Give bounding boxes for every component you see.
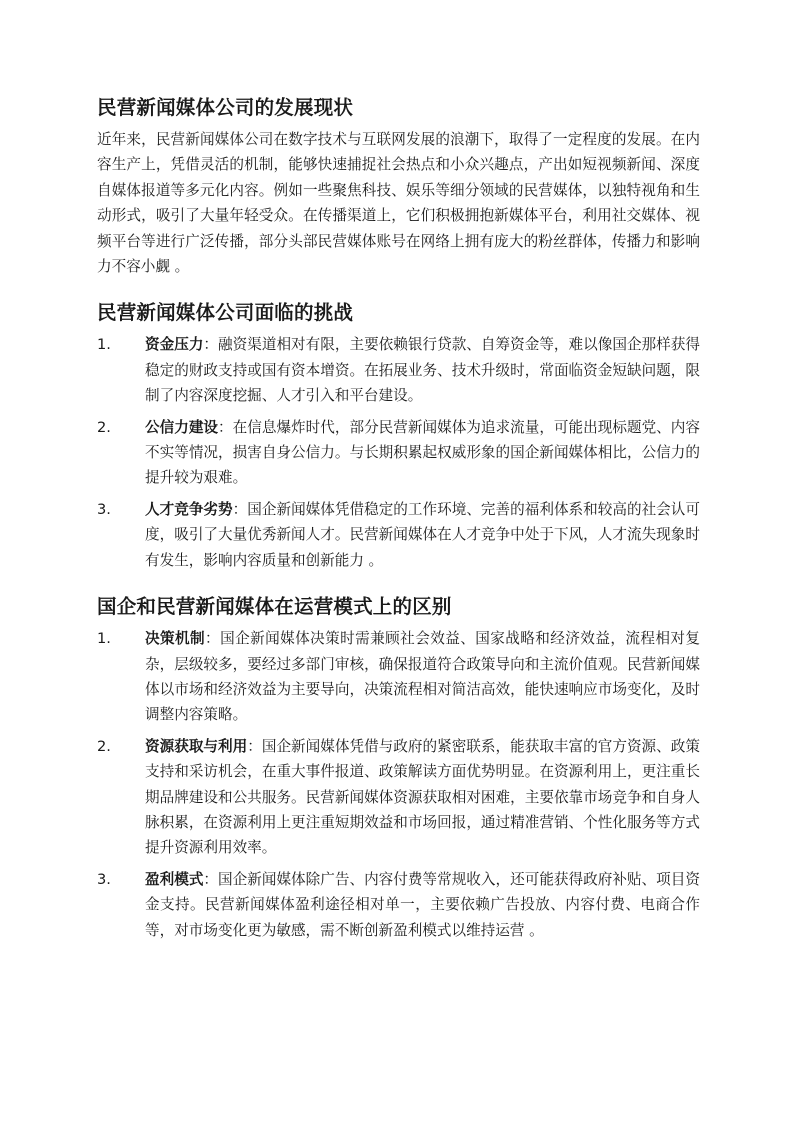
list-item-separator: ： (203, 336, 219, 354)
list-item-separator: ： (205, 630, 221, 648)
list-item-term: 资源获取与利用 (145, 737, 248, 755)
list-item-separator: ： (247, 737, 262, 755)
list-item-separator: ： (232, 500, 248, 518)
list-item-separator: ： (218, 418, 233, 436)
list-item-term: 公信力建设 (145, 418, 219, 436)
list-item-number: 2. (97, 737, 111, 755)
section-title-challenges: 民营新闻媒体公司面临的挑战 (97, 301, 354, 325)
list-item-term: 盈利模式 (145, 870, 204, 888)
section-title-development-status: 民营新闻媒体公司的发展现状 (97, 96, 354, 119)
list-item-separator: ： (203, 870, 219, 888)
development-status-paragraph: 近年来，民营新闻媒体公司在数字技术与互联网发展的浪潮下，取得了一定程度的发展。在内容生产上，凭借灵活的机制，能够快速捕捉社会热点和小众兴趣点，产出如短视频新闻、深度自媒体报道等多元化内容。例如一些聚焦科技、娱乐等细分领域的民营媒体，以独特视角和生动形式，吸引了大量年轻受众。在传播渠道上，它们积极拥抱新媒体平台，利用社交媒体、视频平台等进行广泛传播，部分头部民营媒体账号在网络上拥有庞大的粉丝群体，传播力和影响力不容小觑 。 (97, 131, 700, 276)
list-item-text: 融资渠道相对有限，主要依赖银行贷款、自筹资金等，难以像国企那样获得稳定的财政支持或国有资本增资。在拓展业务、技术升级时，常面临资金短缺问题，限制了内容深度挖掘、人才引入和平台建设。 (145, 336, 700, 405)
list-item-term: 人才竞争劣势 (145, 500, 233, 518)
list-item-number: 3. (97, 500, 111, 518)
list-item-text: 国企新闻媒体除广告、内容付费等常规收入，还可能获得政府补贴、项目资金支持。民营新闻媒体盈利途径相对单一，主要依赖广告投放、内容付费、电商合作等，对市场变化更为敏感，需不断创新盈利模式以维持运营 。 (145, 870, 700, 939)
list-item-text: 国企新闻媒体凭借与政府的紧密联系，能获取丰富的官方资源、政策支持和采访机会，在重大事件报道、政策解读方面优势明显。在资源利用上，更注重长期品牌建设和公共服务。民营新闻媒体资源获取相对困难，主要依靠市场竞争和自身人脉积累，在资源利用上更注重短期效益和市场回报，通过精准营销、个性化服务等方式提升资源利用效率。 (145, 737, 700, 857)
list-item-number: 2. (97, 418, 111, 436)
list-item-term: 资金压力 (145, 336, 204, 354)
list-item-number: 3. (97, 870, 111, 888)
list-item-text: 国企新闻媒体决策时需兼顾社会效益、国家战略和经济效益，流程相对复杂，层级较多，要经过多部门审核，确保报道符合政策导向和主流价值观。民营新闻媒体以市场和经济效益为主要导向，决策流程相对简洁高效，能快速响应市场变化，及时调整内容策略。 (145, 630, 700, 724)
list-item-number: 1. (97, 336, 111, 354)
differences-list (97, 626, 700, 943)
list-item (97, 497, 700, 573)
list-item (97, 734, 700, 861)
list-item (97, 867, 700, 943)
list-item (97, 332, 700, 408)
list-item-text: 在信息爆炸时代，部分民营新闻媒体为追求流量，可能出现标题党、内容不实等情况，损害自身公信力。与长期积累起权威形象的国企新闻媒体相比，公信力的提升较为艰难。 (145, 418, 700, 487)
list-item (97, 415, 700, 491)
list-item-text: 国企新闻媒体凭借稳定的工作环境、完善的福利体系和较高的社会认可度，吸引了大量优秀新闻人才。民营新闻媒体在人才竞争中处于下风，人才流失现象时有发生，影响内容质量和创新能力 。 (145, 500, 700, 569)
challenges-list (97, 332, 700, 573)
list-item-term: 决策机制 (145, 630, 206, 648)
section-title-operating-model-differences: 国企和民营新闻媒体在运营模式上的区别 (97, 595, 452, 619)
list-item-number: 1. (97, 630, 111, 648)
list-item (97, 626, 700, 728)
